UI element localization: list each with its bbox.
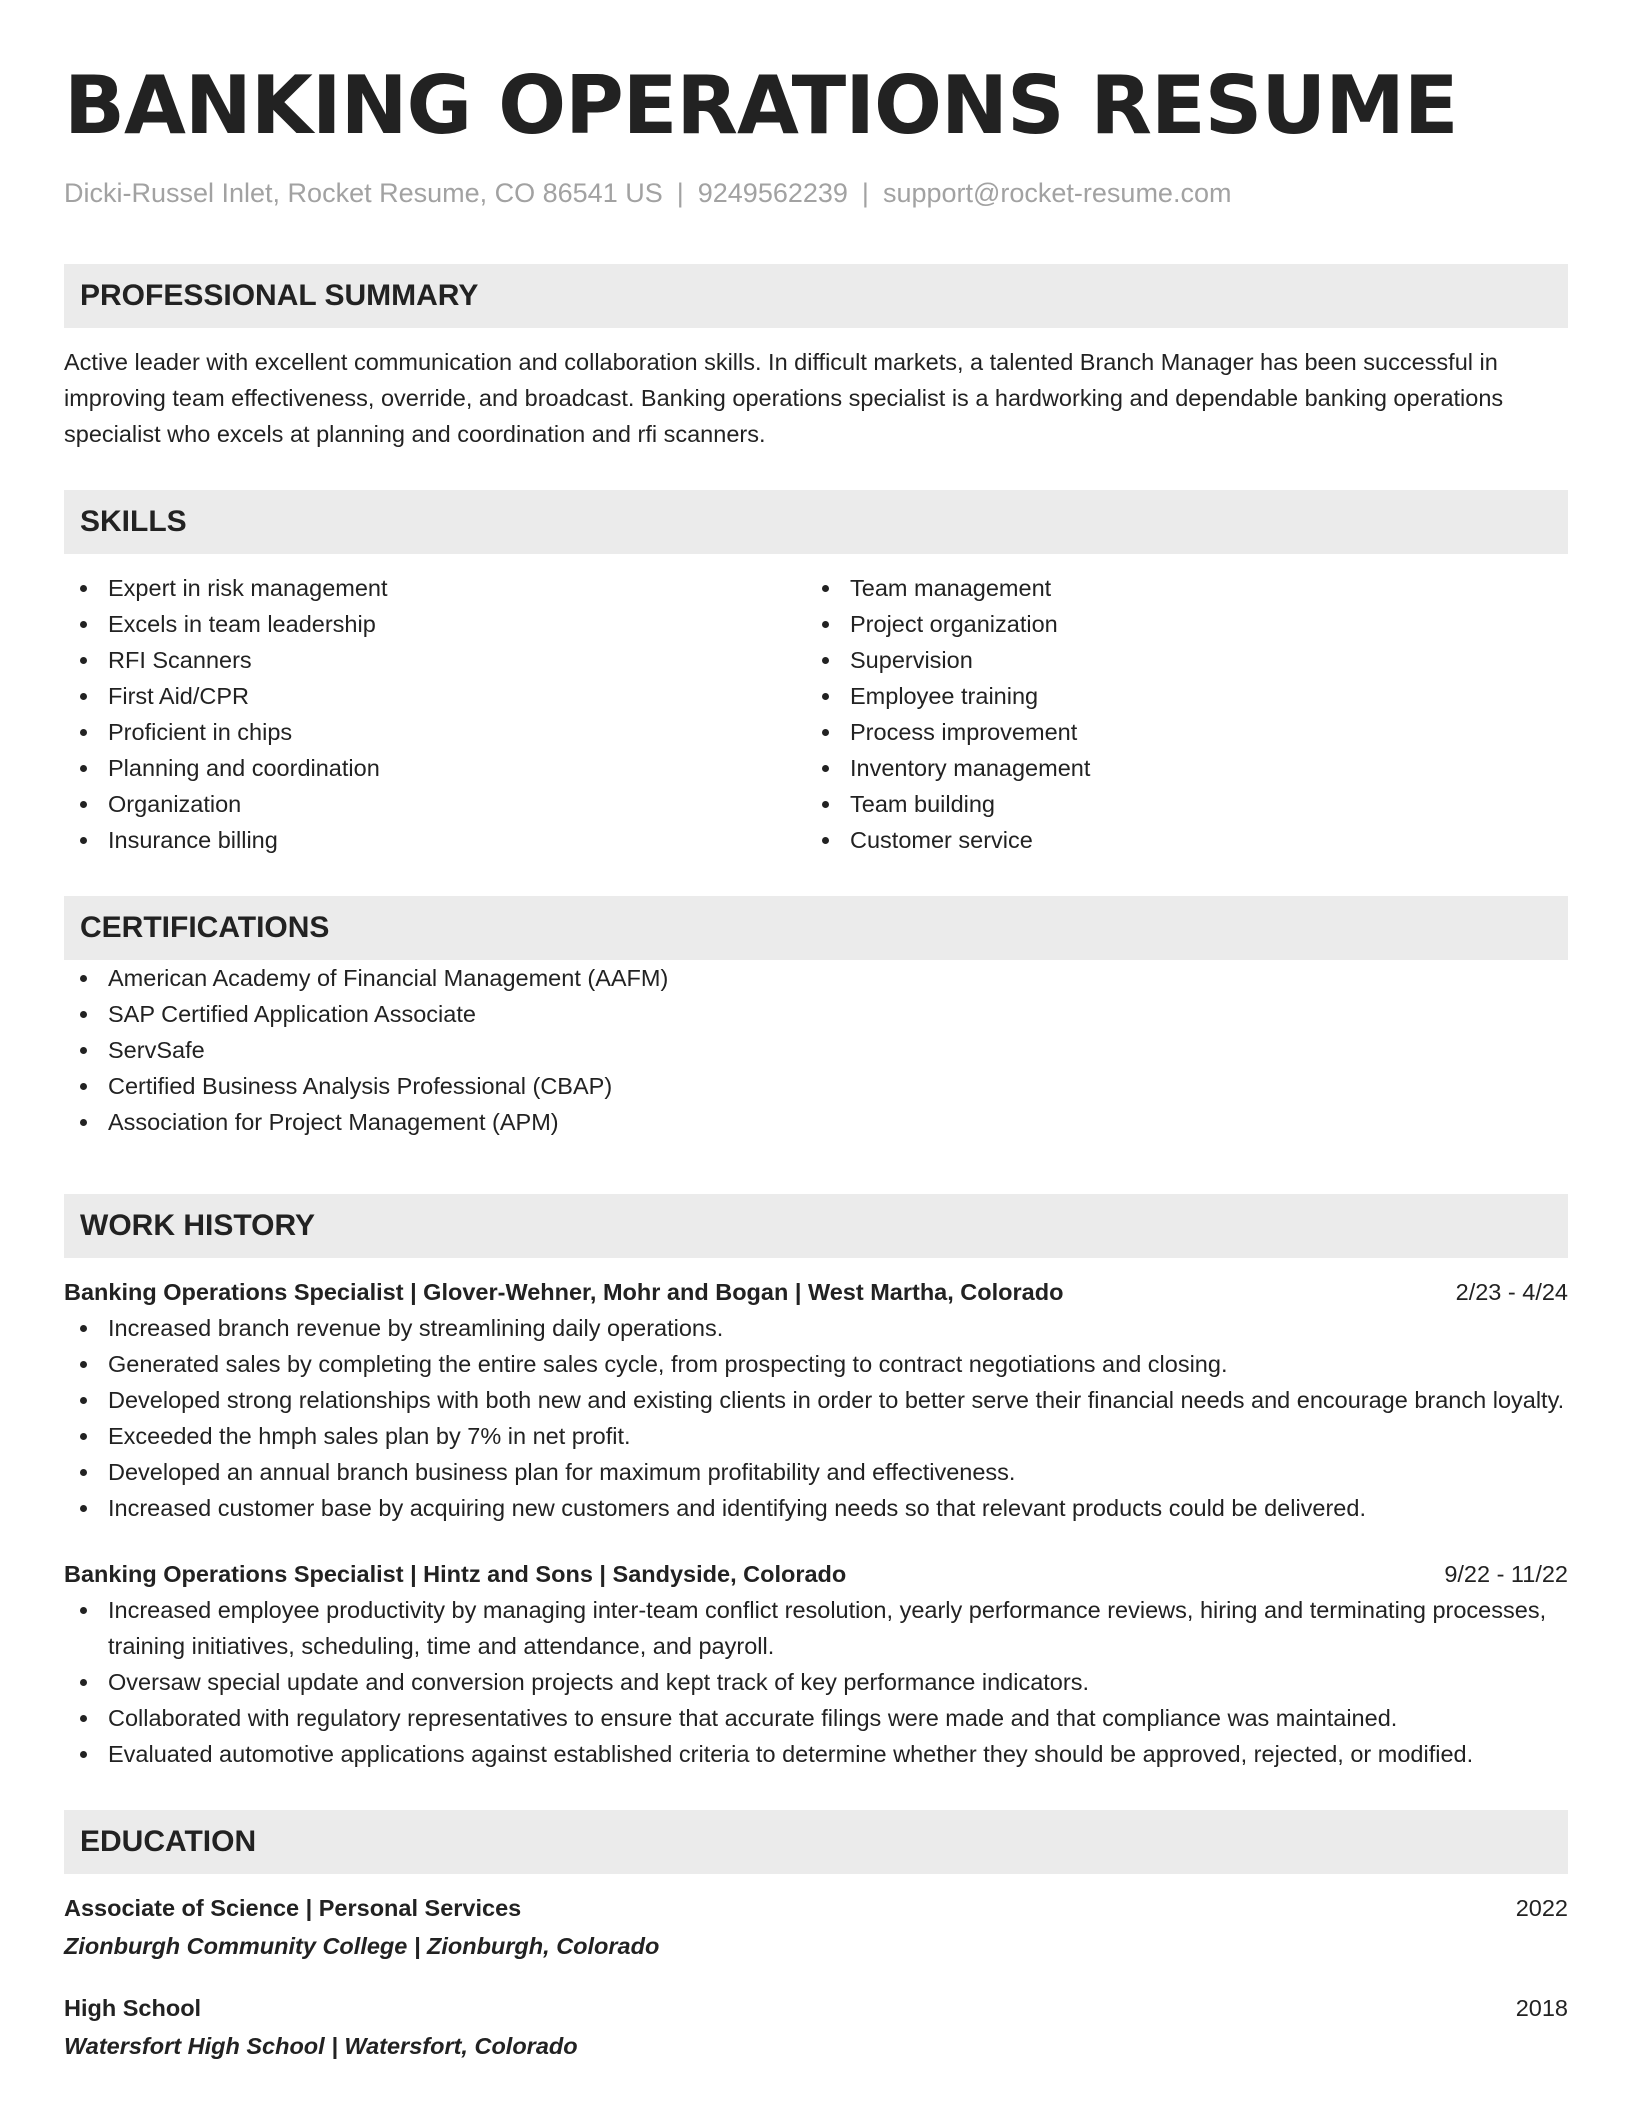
summary-text: Active leader with excellent communication and collaboration skills. In difficult markets, a talented Branch Manager has been successful in improving team effectiveness, override, and broadcast. Banking operations specialist is a hardworking and dependable banking operations specialist who excels at planning and coordination and rfi scanners. bbox=[64, 349, 1504, 447]
skill-item: Process improvement bbox=[806, 714, 1548, 750]
skills-column-right bbox=[806, 570, 1548, 858]
certification-item: Association for Project Management (APM) bbox=[64, 1104, 1568, 1140]
skill-item: Proficient in chips bbox=[64, 714, 806, 750]
job-bullet: Increased employee productivity by managing inter-team conflict resolution, yearly performance reviews, hiring and terminating processes, training initiatives, scheduling, time and attendance, and payroll. bbox=[64, 1592, 1568, 1664]
skills-heading: SKILLS bbox=[64, 490, 1568, 554]
certification-item: ServSafe bbox=[64, 1032, 1568, 1068]
education-degree: Associate of Science | Personal Services bbox=[64, 1895, 522, 1921]
education-year: 2018 bbox=[1515, 1995, 1568, 2021]
contact-separator: | bbox=[861, 178, 869, 208]
skill-item: Expert in risk management bbox=[64, 570, 806, 606]
job-bullet: Developed an annual branch business plan for maximum profitability and effectiveness. bbox=[64, 1454, 1568, 1490]
certification-item: American Academy of Financial Management (AAFM) bbox=[64, 960, 1568, 996]
job-title: Banking Operations Specialist | Glover-Wehner, Mohr and Bogan | West Martha, Colorado bbox=[64, 1279, 1064, 1305]
resume-title: BANKING OPERATIONS RESUME bbox=[64, 59, 1458, 152]
skill-item: Insurance billing bbox=[64, 822, 806, 858]
education-entry bbox=[64, 1990, 1568, 2066]
job-bullet: Generated sales by completing the entire sales cycle, from prospecting to contract negotiations and closing. bbox=[64, 1346, 1568, 1382]
job-entry bbox=[64, 1274, 1568, 1526]
contact-email: support@rocket-resume.com bbox=[882, 178, 1232, 208]
job-dates: 9/22 - 11/22 bbox=[1444, 1561, 1568, 1587]
job-bullet: Collaborated with regulatory representatives to ensure that accurate filings were made and that compliance was maintained. bbox=[64, 1700, 1568, 1736]
contact-phone: 9249562239 bbox=[697, 178, 848, 208]
certification-item: SAP Certified Application Associate bbox=[64, 996, 1568, 1032]
skill-item: Excels in team leadership bbox=[64, 606, 806, 642]
job-entry bbox=[64, 1556, 1568, 1772]
education-year: 2022 bbox=[1515, 1895, 1568, 1921]
certifications-list bbox=[64, 960, 1568, 1140]
job-bullets bbox=[64, 1592, 1568, 1772]
skill-item: Organization bbox=[64, 786, 806, 822]
job-header bbox=[64, 1556, 1568, 1592]
skill-item: Inventory management bbox=[806, 750, 1548, 786]
education-school: Watersfort High School | Watersfort, Colorado bbox=[64, 2033, 578, 2059]
education-heading: EDUCATION bbox=[64, 1810, 1568, 1874]
skill-item: Team management bbox=[806, 570, 1548, 606]
education-entry bbox=[64, 1890, 1568, 1966]
certification-item: Certified Business Analysis Professional (CBAP) bbox=[64, 1068, 1568, 1104]
education-degree: High School bbox=[64, 1995, 202, 2021]
contact-address: Dicki-Russel Inlet, Rocket Resume, CO 86541 US bbox=[64, 178, 663, 208]
job-bullet: Increased customer base by acquiring new customers and identifying needs so that relevant products could be delivered. bbox=[64, 1490, 1568, 1526]
job-bullets bbox=[64, 1310, 1568, 1526]
education-header bbox=[64, 1890, 1568, 1926]
skill-item: First Aid/CPR bbox=[64, 678, 806, 714]
job-bullet: Exceeded the hmph sales plan by 7% in net profit. bbox=[64, 1418, 1568, 1454]
summary-heading: PROFESSIONAL SUMMARY bbox=[64, 264, 1568, 328]
job-bullet: Developed strong relationships with both new and existing clients in order to better serve their financial needs and encourage branch loyalty. bbox=[64, 1382, 1568, 1418]
work-history-heading: WORK HISTORY bbox=[64, 1194, 1568, 1258]
education-school: Zionburgh Community College | Zionburgh, Colorado bbox=[64, 1933, 660, 1959]
skill-item: RFI Scanners bbox=[64, 642, 806, 678]
contact-line bbox=[64, 176, 1568, 210]
skill-item: Project organization bbox=[806, 606, 1548, 642]
skill-item: Team building bbox=[806, 786, 1548, 822]
job-bullet: Evaluated automotive applications against established criteria to determine whether they should be approved, rejected, or modified. bbox=[64, 1736, 1568, 1772]
skill-item: Customer service bbox=[806, 822, 1548, 858]
job-header bbox=[64, 1274, 1568, 1310]
job-dates: 2/23 - 4/24 bbox=[1455, 1279, 1568, 1305]
certifications-heading: CERTIFICATIONS bbox=[64, 896, 1568, 960]
skill-item: Planning and coordination bbox=[64, 750, 806, 786]
skill-item: Supervision bbox=[806, 642, 1548, 678]
job-title: Banking Operations Specialist | Hintz and Sons | Sandyside, Colorado bbox=[64, 1561, 847, 1587]
job-bullet: Oversaw special update and conversion projects and kept track of key performance indicators. bbox=[64, 1664, 1568, 1700]
skill-item: Employee training bbox=[806, 678, 1548, 714]
skills-list bbox=[64, 570, 1568, 858]
education-header bbox=[64, 1990, 1568, 2026]
contact-separator: | bbox=[676, 178, 684, 208]
job-bullet: Increased branch revenue by streamlining daily operations. bbox=[64, 1310, 1568, 1346]
skills-column-left bbox=[64, 570, 806, 858]
